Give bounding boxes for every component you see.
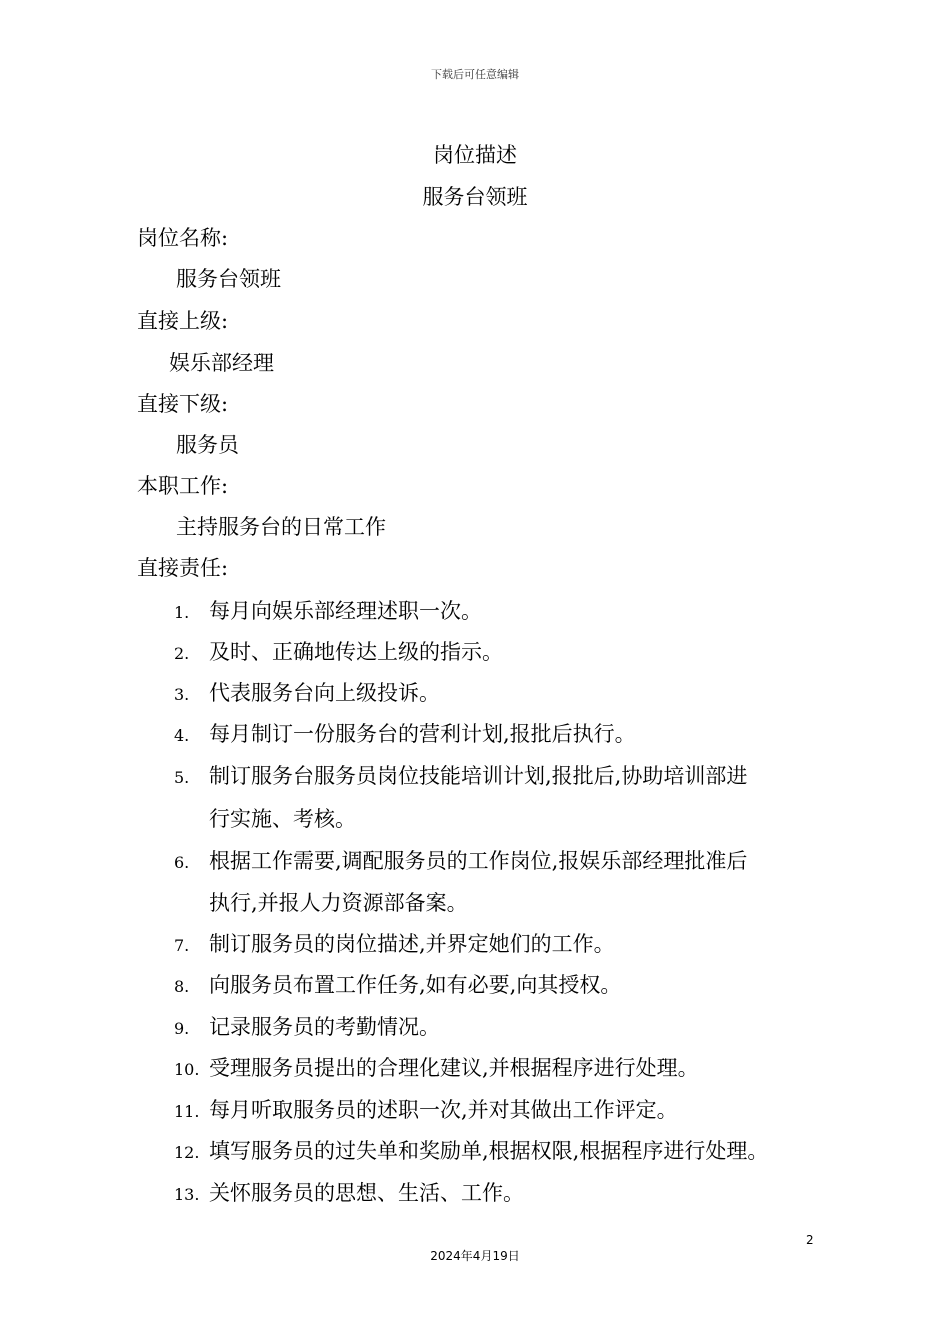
page-number: 2 bbox=[806, 1233, 814, 1247]
list-item bbox=[174, 636, 503, 666]
main-job-value: 主持服务台的日常工作 bbox=[176, 515, 386, 539]
list-text-continuation: 行实施、考核。 bbox=[209, 807, 356, 831]
list-text: 向服务员布置工作任务,如有必要,向其授权。 bbox=[209, 973, 622, 997]
list-text: 每月制订一份服务台的营利计划,报批后执行。 bbox=[209, 722, 636, 746]
list-number: 2. bbox=[174, 644, 190, 663]
list-text: 受理服务员提出的合理化建议,并根据程序进行处理。 bbox=[209, 1056, 699, 1080]
list-number: 13. bbox=[174, 1185, 200, 1204]
list-number: 10. bbox=[174, 1060, 200, 1079]
list-item bbox=[174, 1052, 699, 1082]
list-text: 制订服务员的岗位描述,并界定她们的工作。 bbox=[209, 932, 615, 956]
position-name-value: 服务台领班 bbox=[176, 267, 281, 291]
list-item bbox=[174, 928, 615, 958]
list-number: 6. bbox=[174, 853, 190, 872]
list-number: 12. bbox=[174, 1143, 200, 1162]
list-number: 3. bbox=[174, 685, 190, 704]
list-number: 4. bbox=[174, 726, 190, 745]
list-text: 及时、正确地传达上级的指示。 bbox=[209, 640, 503, 664]
list-number: 7. bbox=[174, 936, 190, 955]
list-item bbox=[174, 1094, 678, 1124]
list-number: 1. bbox=[174, 603, 190, 622]
direct-subordinate-value: 服务员 bbox=[176, 433, 239, 457]
main-job-label: 本职工作: bbox=[137, 474, 229, 498]
list-text: 根据工作需要,调配服务员的工作岗位,报娱乐部经理批准后 bbox=[209, 849, 748, 873]
list-item bbox=[174, 595, 482, 625]
list-item bbox=[174, 1177, 524, 1207]
direct-superior-label: 直接上级: bbox=[137, 309, 229, 333]
list-text: 每月向娱乐部经理述职一次。 bbox=[209, 599, 482, 623]
list-text: 制订服务台服务员岗位技能培训计划,报批后,协助培训部进 bbox=[209, 764, 748, 788]
list-text: 每月听取服务员的述职一次,并对其做出工作评定。 bbox=[209, 1098, 678, 1122]
list-item bbox=[174, 677, 440, 707]
list-item bbox=[174, 845, 747, 875]
list-item bbox=[174, 1135, 768, 1165]
direct-superior-value: 娱乐部经理 bbox=[169, 351, 274, 375]
position-name-label: 岗位名称: bbox=[137, 226, 229, 250]
direct-responsibility-label: 直接责任: bbox=[137, 556, 229, 580]
list-number: 11. bbox=[174, 1102, 200, 1121]
list-number: 9. bbox=[174, 1019, 190, 1038]
document-title: 岗位描述 bbox=[433, 143, 517, 167]
list-item bbox=[174, 1011, 440, 1041]
list-text-continuation: 执行,并报人力资源部备案。 bbox=[209, 891, 468, 915]
list-text: 关怀服务员的思想、生活、工作。 bbox=[209, 1181, 524, 1205]
list-item bbox=[174, 969, 621, 999]
document-subtitle: 服务台领班 bbox=[422, 185, 528, 209]
header-note: 下载后可任意编辑 bbox=[431, 68, 519, 81]
footer-date: 2024年4月19日 bbox=[430, 1249, 520, 1263]
list-text: 代表服务台向上级投诉。 bbox=[209, 681, 440, 705]
list-number: 8. bbox=[174, 977, 190, 996]
list-text: 记录服务员的考勤情况。 bbox=[209, 1015, 440, 1039]
list-number: 5. bbox=[174, 768, 190, 787]
direct-subordinate-label: 直接下级: bbox=[137, 392, 229, 416]
list-item bbox=[174, 718, 636, 748]
list-item bbox=[174, 760, 747, 790]
list-text: 填写服务员的过失单和奖励单,根据权限,根据程序进行处理。 bbox=[209, 1139, 769, 1163]
